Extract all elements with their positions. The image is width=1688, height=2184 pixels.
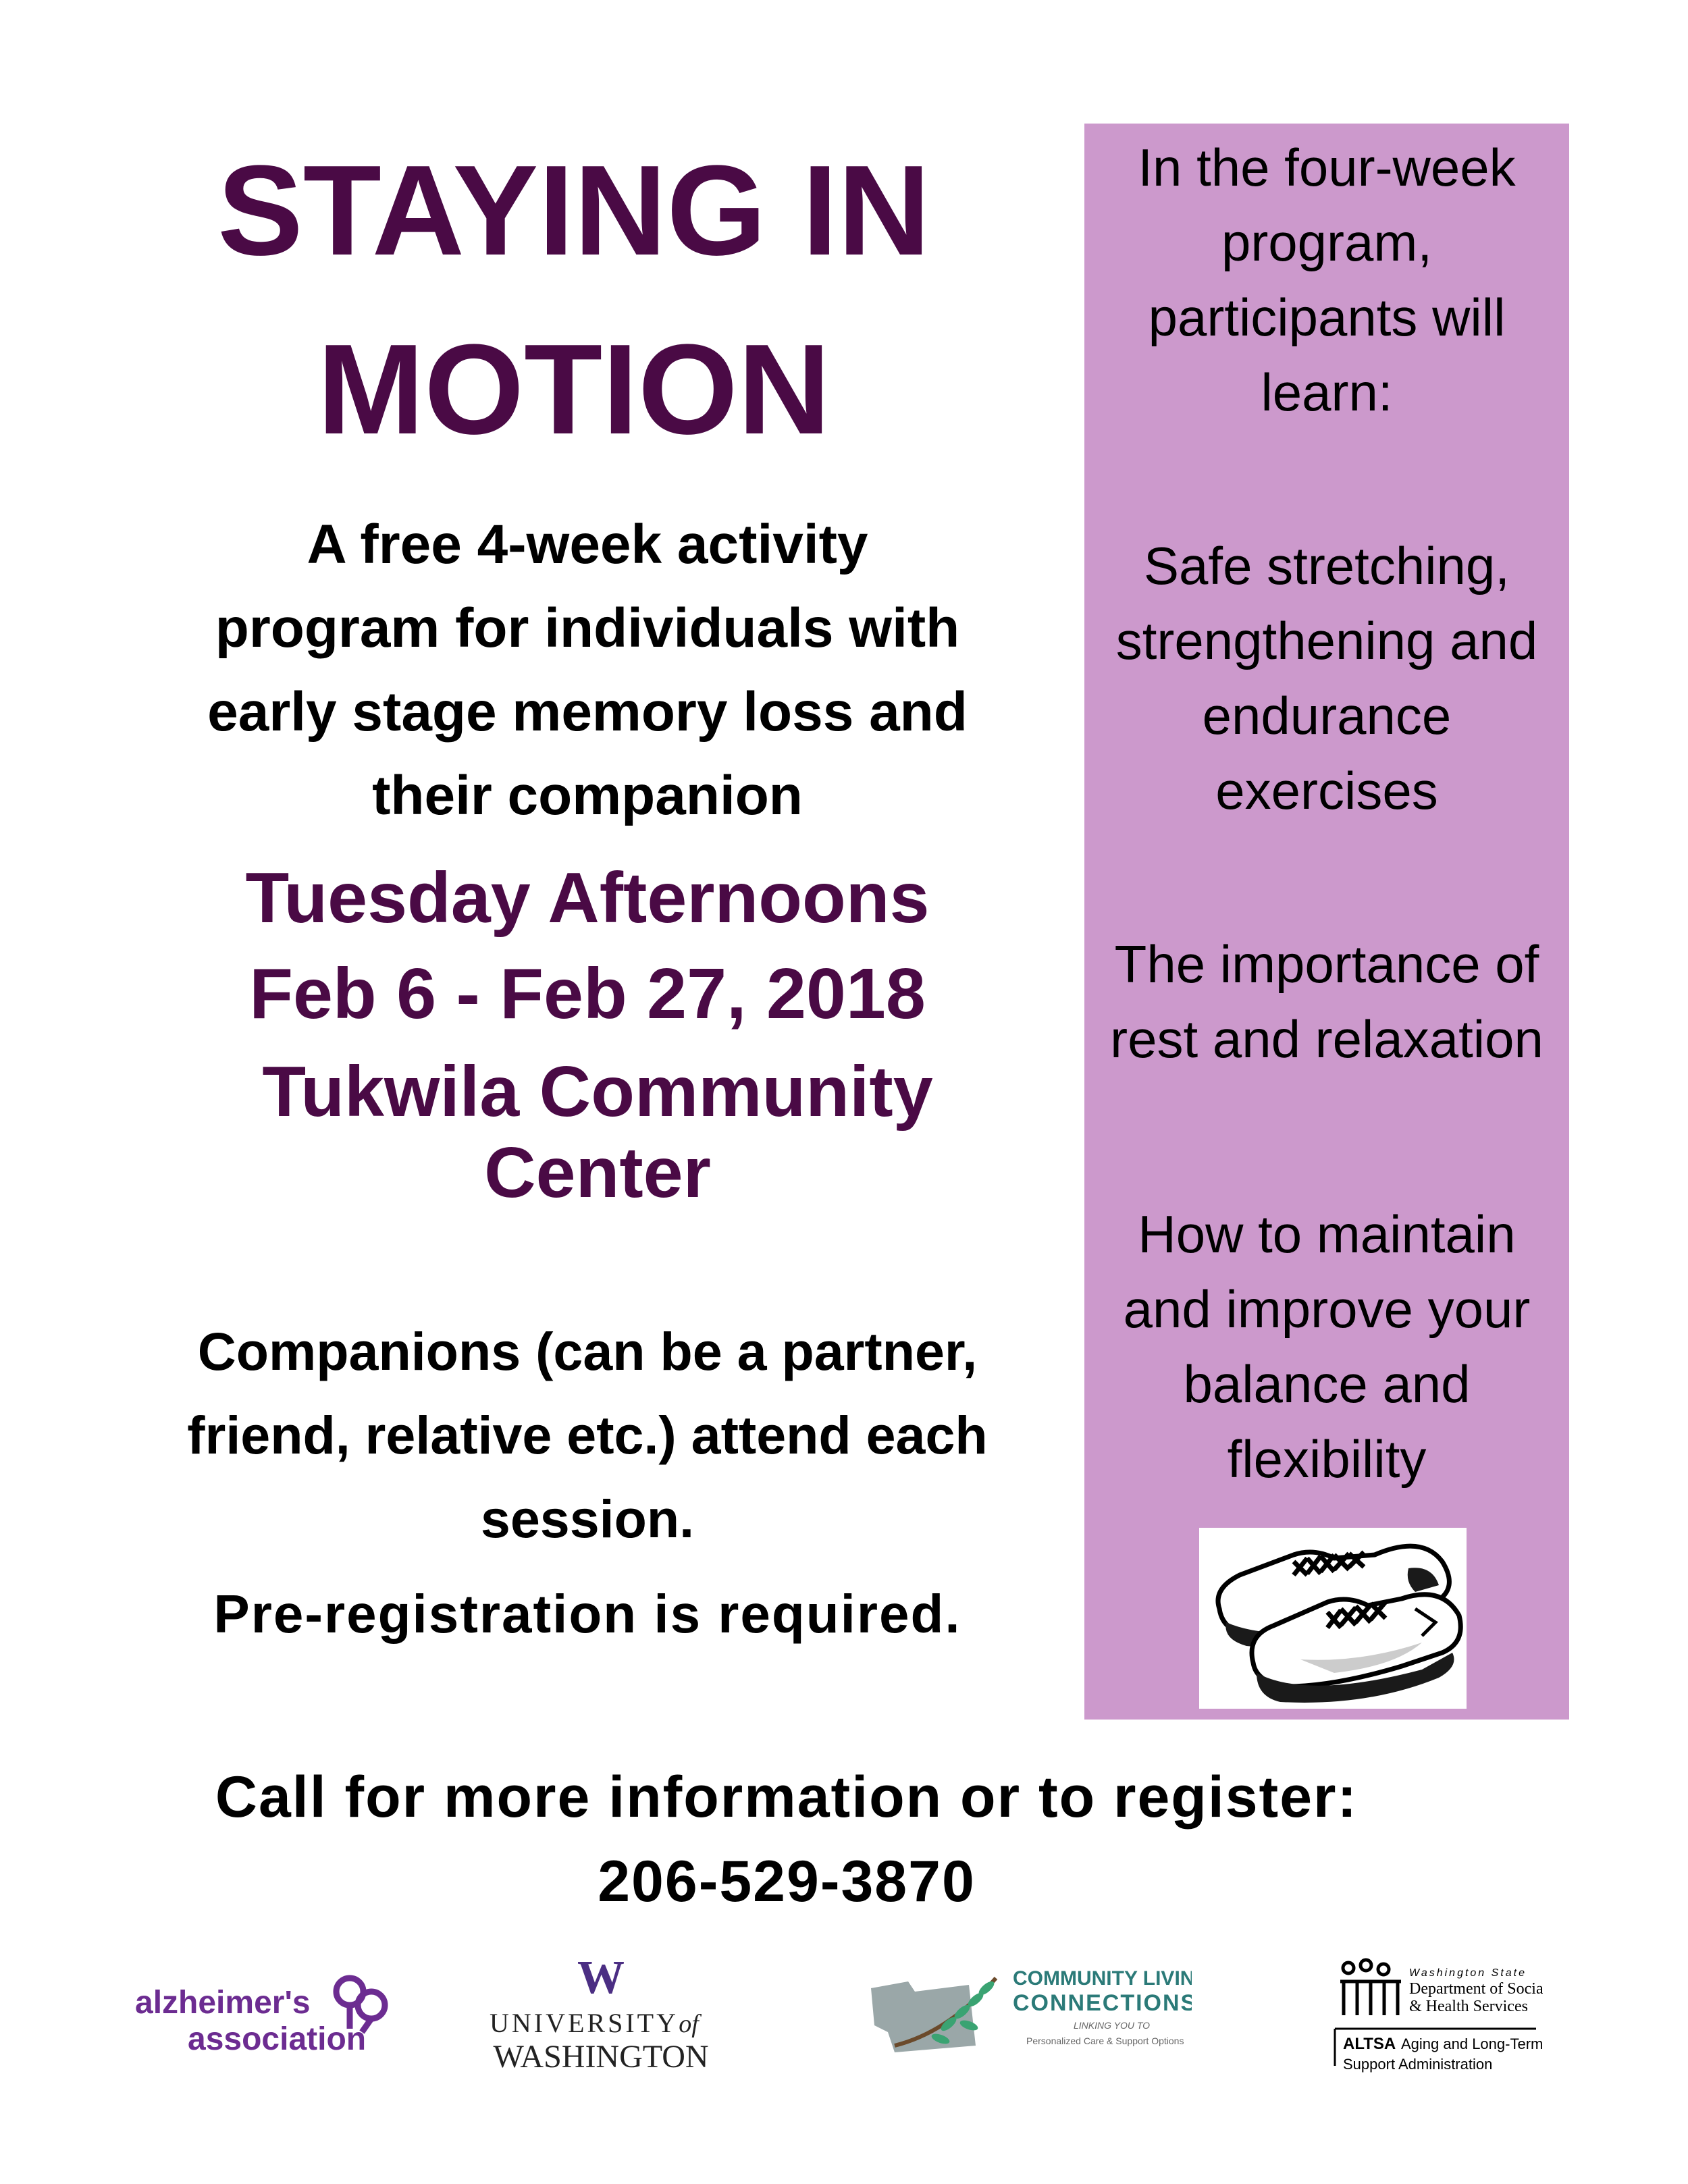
title-line-1: STAYING IN [217,139,930,282]
panel-item-stretching [1084,529,1569,828]
svg-text:alzheimer's: alzheimer's [135,1985,311,2021]
panel-item2-line-1: The importance of [1114,934,1539,994]
venue-line-1: Tukwila Community [262,1052,933,1131]
schedule-info [128,854,1047,1213]
panel-item2-line-2: rest and relaxation [1110,1009,1544,1069]
schedule-dates: Feb 6 - Feb 27, 2018 [249,954,926,1034]
companions-line-3: session. [480,1489,695,1549]
panel-intro-line-4: learn: [1261,363,1393,422]
sneakers-image [1199,1528,1467,1709]
panel-item3-line-2: and improve your [1123,1279,1531,1339]
panel-intro-line-2: program, [1221,213,1433,272]
panel-intro [1084,130,1569,430]
svg-text:Aging and Long-Term: Aging and Long-Term [1401,2035,1543,2052]
description-line-4: their companion [372,765,803,826]
title-line-2: MOTION [317,318,830,461]
call-to-action: Call for more information or to register: [215,1765,1359,1830]
svg-text:Personalized Care & Support Op: Personalized Care & Support Options [1026,2035,1184,2046]
companions-line-1: Companions (can be a partner, [197,1321,978,1381]
phone-number: 206-529-3870 [598,1849,976,1914]
preregistration-note: Pre-registration is required. [213,1584,961,1644]
description-line-1: A free 4-week activity [307,514,868,575]
panel-item1-line-2: strengthening and [1115,611,1538,670]
university-of-washington-logo [486,1951,716,2079]
venue [128,1051,1047,1213]
svg-text:of: of [679,2010,699,2038]
panel-item3-line-1: How to maintain [1138,1204,1516,1264]
svg-text:WASHINGTON: WASHINGTON [493,2039,709,2075]
panel-intro-line-3: participants will [1148,288,1506,347]
alzheimers-association-logo [135,1965,405,2073]
description-line-3: early stage memory loss and [207,681,968,743]
svg-text:ALTSA: ALTSA [1343,2035,1396,2053]
panel-item-rest [1084,927,1569,1077]
panel-item3-line-4: flexibility [1227,1429,1427,1489]
sneakers-icon [1199,1528,1467,1709]
svg-text:association: association [188,2021,367,2057]
svg-text:& Health Services: & Health Services [1409,1998,1528,2015]
venue-line-2: Center [484,1133,711,1213]
svg-text:UNIVERSITY: UNIVERSITY [490,2008,679,2038]
panel-item3-line-3: balance and [1183,1354,1471,1414]
panel-item-balance [1084,1197,1569,1497]
panel-intro-line-1: In the four-week [1138,138,1516,197]
dshs-altsa-logo [1334,1954,1543,2076]
companions-note [128,1310,1047,1561]
companions-line-2: friend, relative etc.) attend each [187,1405,988,1465]
svg-text:LINKING YOU TO: LINKING YOU TO [1074,2020,1151,2031]
panel-item1-line-3: endurance [1202,686,1452,745]
schedule-day: Tuesday Afternoons [245,858,930,938]
description-line-2: program for individuals with [215,597,960,659]
panel-item1-line-1: Safe stretching, [1144,536,1510,595]
page-title [101,122,1047,479]
svg-text:CONNECTIONS: CONNECTIONS [1013,1990,1192,2016]
community-living-connections-logo [868,1951,1192,2066]
svg-text:Support Administration: Support Administration [1343,2056,1493,2073]
learning-panel [1084,124,1569,1720]
panel-item1-line-4: exercises [1215,761,1438,820]
svg-text:Washington State: Washington State [1409,1967,1527,1979]
program-description [128,503,1047,838]
svg-text:COMMUNITY LIVING: COMMUNITY LIVING [1013,1967,1192,1990]
svg-text:W: W [577,1952,625,2004]
svg-text:Department of Social: Department of Social [1409,1980,1543,1998]
contact-section [0,1755,1573,1924]
